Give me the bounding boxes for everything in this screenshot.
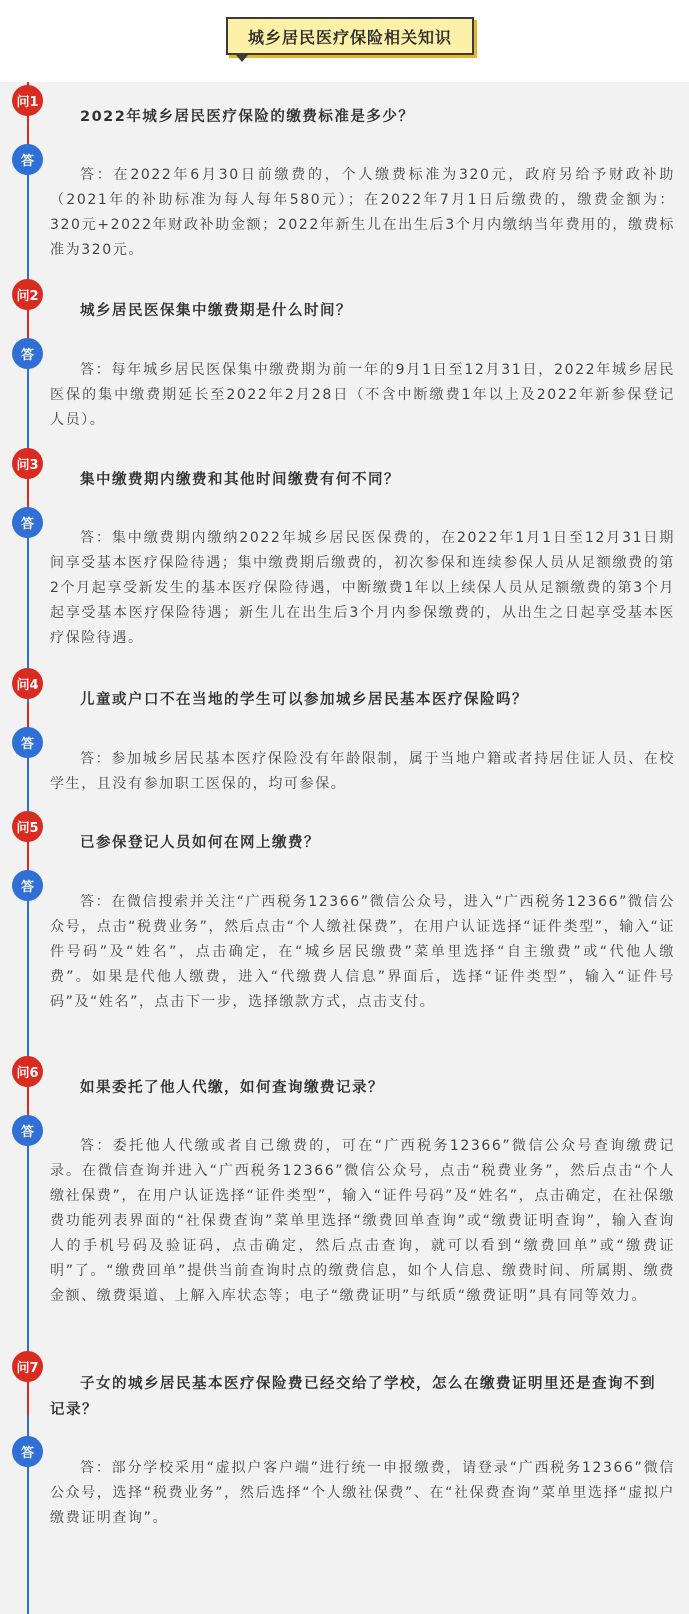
answer-badge: 答: [12, 870, 43, 901]
answer-text: 答：在2022年6月30日前缴费的，个人缴费标准为320元，政府另给予财政补助（2021年的补助标准为每人每年580元）；在2022年7月1日后缴费的，缴费金额为：320元+2022年财政补助金额；2022年新生儿在出生后3个月内缴纳当年费用的，缴费标准为320元。: [50, 167, 675, 258]
question-badge: 问3: [12, 448, 43, 479]
timeline-segment-answer: [27, 1116, 29, 1366]
qa-section: [0, 82, 689, 1614]
question-badge: 问6: [12, 1056, 43, 1087]
answer-badge: 答: [12, 1436, 43, 1467]
answer-text: 答：委托他人代缴或者自己缴费的，可在“广西税务12366”微信公众号查询缴费记录。在微信查询并进入“广西税务12366”微信公众号，点击“税费业务”，然后点击“个人缴社保费”，在用户认证选择“证件类型”，输入“证件号码”及“姓名”，点击确定，在社保缴费功能列表界面的“社保费查询”菜单里选择“缴费回单查询”或“缴费证明查询”，输入查询人的手机号码及验证码，点击确定，然后点击查询，就可以看到“缴费回单”或“缴费证明”了。“缴费回单”提供当前查询时点的缴费信息，如个人信息、缴费时间、所属期、缴费金额、缴费渠道、上解入库状态等；电子“缴费证明”与纸质“缴费证明”具有同等效力。: [50, 1138, 675, 1304]
answer-badge: 答: [12, 727, 43, 758]
answer-badge: 答: [12, 1115, 43, 1146]
answer-text: 答：集中缴费期内缴纳2022年城乡居民医保费的，在2022年1月1日至12月31日期间享受基本医疗保险待遇；集中缴费期后缴费的，初次参保和连续参保人员从足额缴费的第2个月起享受新发生的基本医疗保险待遇，中断缴费1年以上续保人员从足额缴费的第3个月起享受基本医疗保险待遇；新生儿在出生后3个月内参保缴费的，从出生之日起享受基本医疗保险待遇。: [50, 530, 675, 646]
header: [0, 0, 689, 82]
question-badge: 问1: [12, 85, 43, 116]
timeline-segment-answer: [27, 871, 29, 1071]
question-text: 集中缴费期内缴费和其他时间缴费有何不同？: [80, 472, 400, 488]
title-tail-decoration: [236, 55, 248, 62]
question-badge: 问7: [12, 1351, 43, 1382]
question-text: 儿童或户口不在当地的学生可以参加城乡居民基本医疗保险吗？: [80, 692, 528, 708]
question-text: 已参保登记人员如何在网上缴费？: [80, 835, 320, 851]
page-title: 城乡居民医疗保险相关知识: [226, 17, 474, 55]
question-text: 子女的城乡居民基本医疗保险费已经交给了学校，怎么在缴费证明里还是查询不到记录？: [50, 1376, 656, 1418]
answer-badge: 答: [12, 507, 43, 538]
question-text: 2022年城乡居民医疗保险的缴费标准是多少？: [80, 109, 415, 125]
question-text: 如果委托了他人代缴，如何查询缴费记录？: [80, 1080, 384, 1096]
answer-badge: 答: [12, 338, 43, 369]
answer-text: 答：在微信搜索并关注“广西税务12366”微信公众号，进入“广西税务12366”微信公众号，点击“税费业务”，然后点击“个人缴社保费”，在用户认证选择“证件类型”，输入“证件号码”及“姓名”，点击确定，在“城乡居民缴费”菜单里选择“自主缴费”或“代他人缴费”。如果是代他人缴费，进入“代缴费人信息”界面后，选择“证件类型”，输入“证件号码”及“姓名”，点击下一步，选择缴款方式，点击支付。: [50, 894, 675, 1010]
question-badge: 问4: [12, 668, 43, 699]
answer-text: 答：部分学校采用“虚拟户客户端”进行统一申报缴费，请登录“广西税务12366”微信公众号，选择“税费业务”，然后选择“个人缴社保费”、在“社保费查询”菜单里选择“虚拟户缴费证明查询”。: [50, 1460, 675, 1526]
question-text: 城乡居民医保集中缴费期是什么时间？: [80, 303, 352, 319]
answer-text: 答：参加城乡居民基本医疗保险没有年龄限制，属于当地户籍或者持居住证人员、在校学生，且没有参加职工医保的，均可参保。: [50, 751, 675, 792]
question-badge: 问2: [12, 279, 43, 310]
question-badge: 问5: [12, 811, 43, 842]
answer-badge: 答: [12, 144, 43, 175]
answer-text: 答：每年城乡居民医保集中缴费期为前一年的9月1日至12月31日，2022年城乡居民医保的集中缴费期延长至2022年2月28日（不含中断缴费1年以上及2022年新参保登记人员）。: [50, 362, 675, 428]
